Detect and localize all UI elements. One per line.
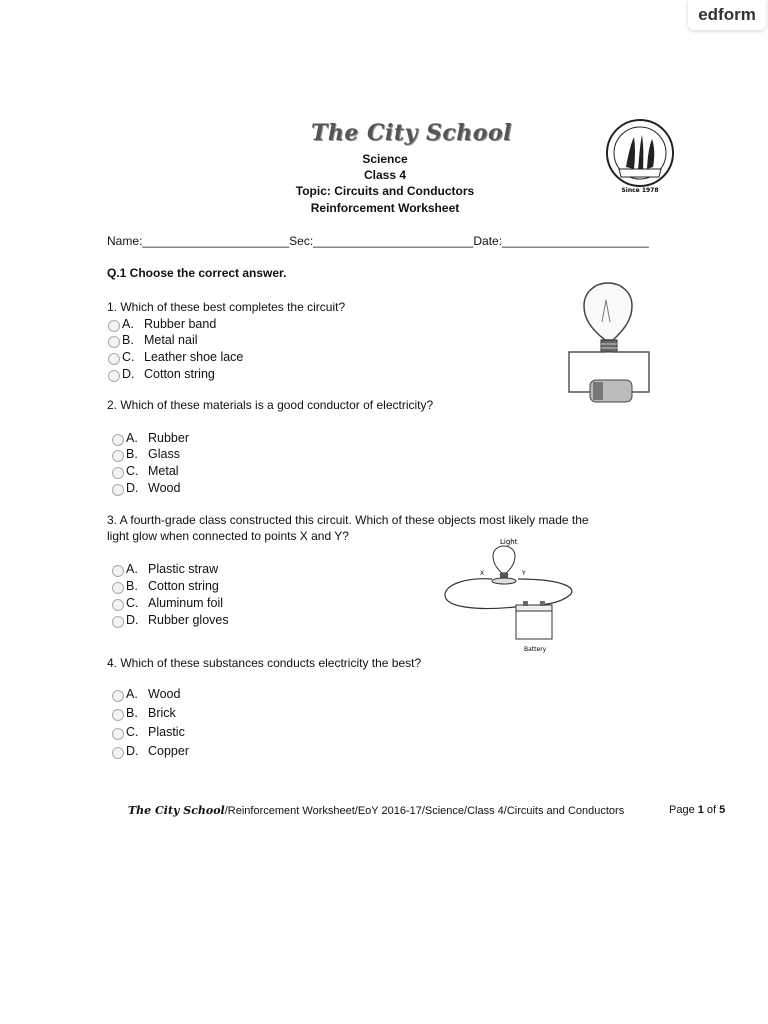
- question-2: 2. Which of these materials is a good conductor of electricity?: [107, 398, 434, 412]
- option-2d[interactable]: D. Wood: [112, 479, 189, 496]
- topic: Topic: Circuits and Conductors: [295, 184, 475, 198]
- svg-text:Light: Light: [500, 538, 518, 546]
- school-logo: The City School: [311, 120, 512, 146]
- radio-button[interactable]: [112, 728, 124, 740]
- svg-text:Since 1978: Since 1978: [621, 187, 659, 194]
- radio-button[interactable]: [112, 484, 124, 496]
- radio-button[interactable]: [112, 709, 124, 721]
- footer-path: The City School/Reinforcement Worksheet/EoY 2016-17/Science/Class 4/Circuits and Conductors: [128, 804, 625, 817]
- option-3d[interactable]: D. Rubber gloves: [112, 611, 229, 628]
- question-3-line-2: light glow when connected to points X and Y?: [107, 529, 349, 543]
- option-1a[interactable]: A. Rubber band: [108, 315, 243, 332]
- option-3b[interactable]: B. Cotton string: [112, 577, 229, 594]
- svg-text:X: X: [480, 570, 485, 577]
- svg-text:Y: Y: [522, 570, 526, 577]
- student-fields[interactable]: Name:______________________Sec:________________________Date:______________________: [107, 234, 649, 248]
- radio-button[interactable]: [108, 336, 120, 348]
- radio-button[interactable]: [112, 690, 124, 702]
- section-title: Q.1 Choose the correct answer.: [107, 266, 287, 280]
- option-4a[interactable]: A. Wood: [112, 685, 189, 703]
- option-4d[interactable]: D. Copper: [112, 741, 189, 760]
- bulb-circuit-diagram: [562, 280, 662, 405]
- option-2a[interactable]: A. Rubber: [112, 429, 189, 446]
- question-4: 4. Which of these substances conducts electricity the best?: [107, 656, 422, 670]
- class-label: Class 4: [363, 168, 407, 182]
- radio-button[interactable]: [112, 565, 124, 577]
- option-1b[interactable]: B. Metal nail: [108, 332, 243, 348]
- light-battery-circuit-diagram: [440, 535, 580, 655]
- radio-button[interactable]: [108, 320, 120, 332]
- svg-text:Battery: Battery: [524, 646, 547, 653]
- footer-school-logo: The City School: [128, 804, 225, 817]
- question-3-line-1: 3. A fourth-grade class constructed this circuit. Which of these objects most likely made the: [107, 513, 589, 527]
- radio-button[interactable]: [112, 747, 124, 759]
- school-seal: [604, 117, 676, 195]
- radio-button[interactable]: [112, 450, 124, 462]
- option-2b[interactable]: B. Glass: [112, 446, 189, 462]
- question-2-options: [112, 429, 189, 496]
- radio-button[interactable]: [112, 616, 124, 628]
- radio-button[interactable]: [112, 434, 124, 446]
- page-number: Page 1 of 5: [669, 804, 726, 816]
- subject: Science: [362, 152, 408, 166]
- option-1c[interactable]: C. Leather shoe lace: [108, 348, 243, 365]
- option-3a[interactable]: A. Plastic straw: [112, 560, 229, 577]
- question-1: 1. Which of these best completes the circuit?: [107, 300, 346, 314]
- worksheet-title: Reinforcement Worksheet: [310, 201, 460, 215]
- radio-button[interactable]: [112, 467, 124, 479]
- option-4b[interactable]: B. Brick: [112, 703, 189, 722]
- radio-button[interactable]: [108, 370, 120, 382]
- option-1d[interactable]: D. Cotton string: [108, 365, 243, 382]
- radio-button[interactable]: [112, 599, 124, 611]
- option-2c[interactable]: C. Metal: [112, 462, 189, 479]
- option-4c[interactable]: C. Plastic: [112, 722, 189, 741]
- question-4-options: [112, 685, 189, 760]
- question-1-options: [108, 315, 243, 382]
- radio-button[interactable]: [108, 353, 120, 365]
- radio-button[interactable]: [112, 582, 124, 594]
- option-3c[interactable]: C. Aluminum foil: [112, 594, 229, 611]
- question-3-options: [112, 560, 229, 628]
- edform-badge[interactable]: edform: [688, 0, 766, 30]
